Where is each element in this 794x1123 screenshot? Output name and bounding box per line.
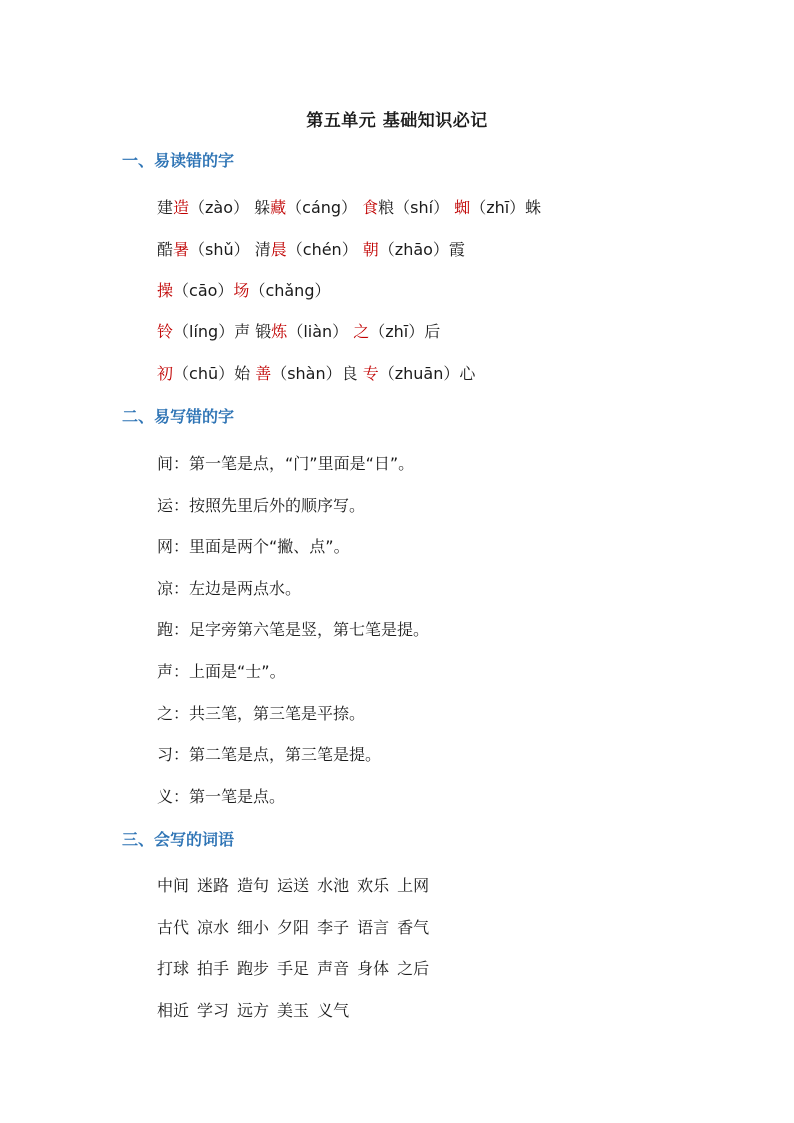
pinyin-line: [157, 321, 440, 343]
highlighted-char: 晨: [270, 240, 287, 259]
vocab-word: 声音: [317, 959, 350, 978]
vocab-word: 相近: [157, 1001, 190, 1020]
text-segment: （líng）声 锻: [173, 322, 272, 341]
vocab-word: 李子: [317, 918, 350, 937]
vocab-word: 手足: [277, 959, 310, 978]
highlighted-char: 朝: [362, 240, 379, 259]
vocab-word: 凉水: [197, 918, 230, 937]
highlighted-char: 造: [173, 198, 190, 217]
vocab-word: 细小: [237, 918, 270, 937]
section-heading-2: 二、易写错的字: [122, 407, 235, 426]
pinyin-line: [157, 280, 330, 302]
vocab-word: 夕阳: [277, 918, 310, 937]
vocab-word: 造句: [237, 876, 270, 895]
highlighted-char: 铃: [157, 322, 174, 341]
vocab-word: 之后: [397, 959, 430, 978]
highlighted-char: 操: [157, 281, 174, 300]
word-row: [157, 958, 437, 980]
writing-rule: 习：第二笔是点，第三笔是提。: [157, 745, 382, 764]
text-segment: （chén）: [286, 240, 363, 259]
vocab-word: 跑步: [237, 959, 270, 978]
text-segment: 粮（shí）: [378, 198, 455, 217]
highlighted-char: 场: [233, 281, 250, 300]
highlighted-char: 暑: [173, 240, 190, 259]
vocab-word: 上网: [397, 876, 430, 895]
highlighted-char: 藏: [270, 198, 287, 217]
writing-rule: 义：第一笔是点。: [157, 787, 286, 806]
writing-rule: 运：按照先里后外的顺序写。: [157, 496, 366, 515]
text-segment: （zào） 躲: [189, 198, 271, 217]
vocab-word: 美玉: [277, 1001, 310, 1020]
vocab-word: 拍手: [197, 959, 230, 978]
text-segment: 酷: [157, 240, 174, 259]
page-title: 第五单元 基础知识必记: [306, 111, 488, 131]
word-row: [157, 875, 437, 897]
vocab-word: 古代: [157, 918, 190, 937]
section-heading-1: 一、易读错的字: [122, 151, 235, 170]
vocab-word: 远方: [237, 1001, 270, 1020]
writing-rule: 之：共三笔，第三笔是平捺。: [157, 704, 366, 723]
vocab-word: 中间: [157, 876, 190, 895]
word-row: [157, 1000, 357, 1022]
vocab-word: 运送: [277, 876, 310, 895]
section-heading-3: 三、会写的词语: [122, 830, 235, 849]
vocab-word: 学习: [197, 1001, 230, 1020]
text-segment: 建: [157, 198, 174, 217]
writing-rule: 网：里面是两个“撇、点”。: [157, 537, 350, 556]
text-segment: （zhāo）霞: [378, 240, 465, 259]
highlighted-char: 初: [157, 364, 174, 383]
text-segment: （zhī）后: [369, 322, 441, 341]
highlighted-char: 善: [255, 364, 272, 383]
highlighted-char: 之: [353, 322, 370, 341]
text-segment: （cáng）: [286, 198, 363, 217]
vocab-word: 迷路: [197, 876, 230, 895]
writing-rule: 凉：左边是两点水。: [157, 579, 302, 598]
text-segment: （zhī）蛛: [470, 198, 542, 217]
vocab-word: 香气: [397, 918, 430, 937]
text-segment: （liàn）: [287, 322, 354, 341]
highlighted-char: 食: [362, 198, 379, 217]
word-row: [157, 917, 437, 939]
text-segment: （cāo）: [173, 281, 234, 300]
vocab-word: 欢乐: [357, 876, 390, 895]
vocab-word: 义气: [317, 1001, 350, 1020]
highlighted-char: 专: [362, 364, 379, 383]
text-segment: （chǎng）: [249, 281, 331, 300]
highlighted-char: 蜘: [454, 198, 471, 217]
text-segment: （chū）始: [173, 364, 256, 383]
vocab-word: 水池: [317, 876, 350, 895]
pinyin-line: [157, 197, 541, 219]
writing-rule: 声：上面是“士”。: [157, 662, 286, 681]
text-segment: （zhuān）心: [378, 364, 476, 383]
writing-rule: 跑：足字旁第六笔是竖，第七笔是提。: [157, 620, 430, 639]
vocab-word: 身体: [357, 959, 390, 978]
text-segment: （shàn）良: [271, 364, 363, 383]
pinyin-line: [157, 363, 475, 385]
highlighted-char: 炼: [271, 322, 288, 341]
vocab-word: 打球: [157, 959, 190, 978]
text-segment: （shǔ） 清: [189, 240, 271, 259]
writing-rule: 间：第一笔是点，“门”里面是“日”。: [157, 454, 415, 473]
vocab-word: 语言: [357, 918, 390, 937]
pinyin-line: [157, 239, 465, 261]
